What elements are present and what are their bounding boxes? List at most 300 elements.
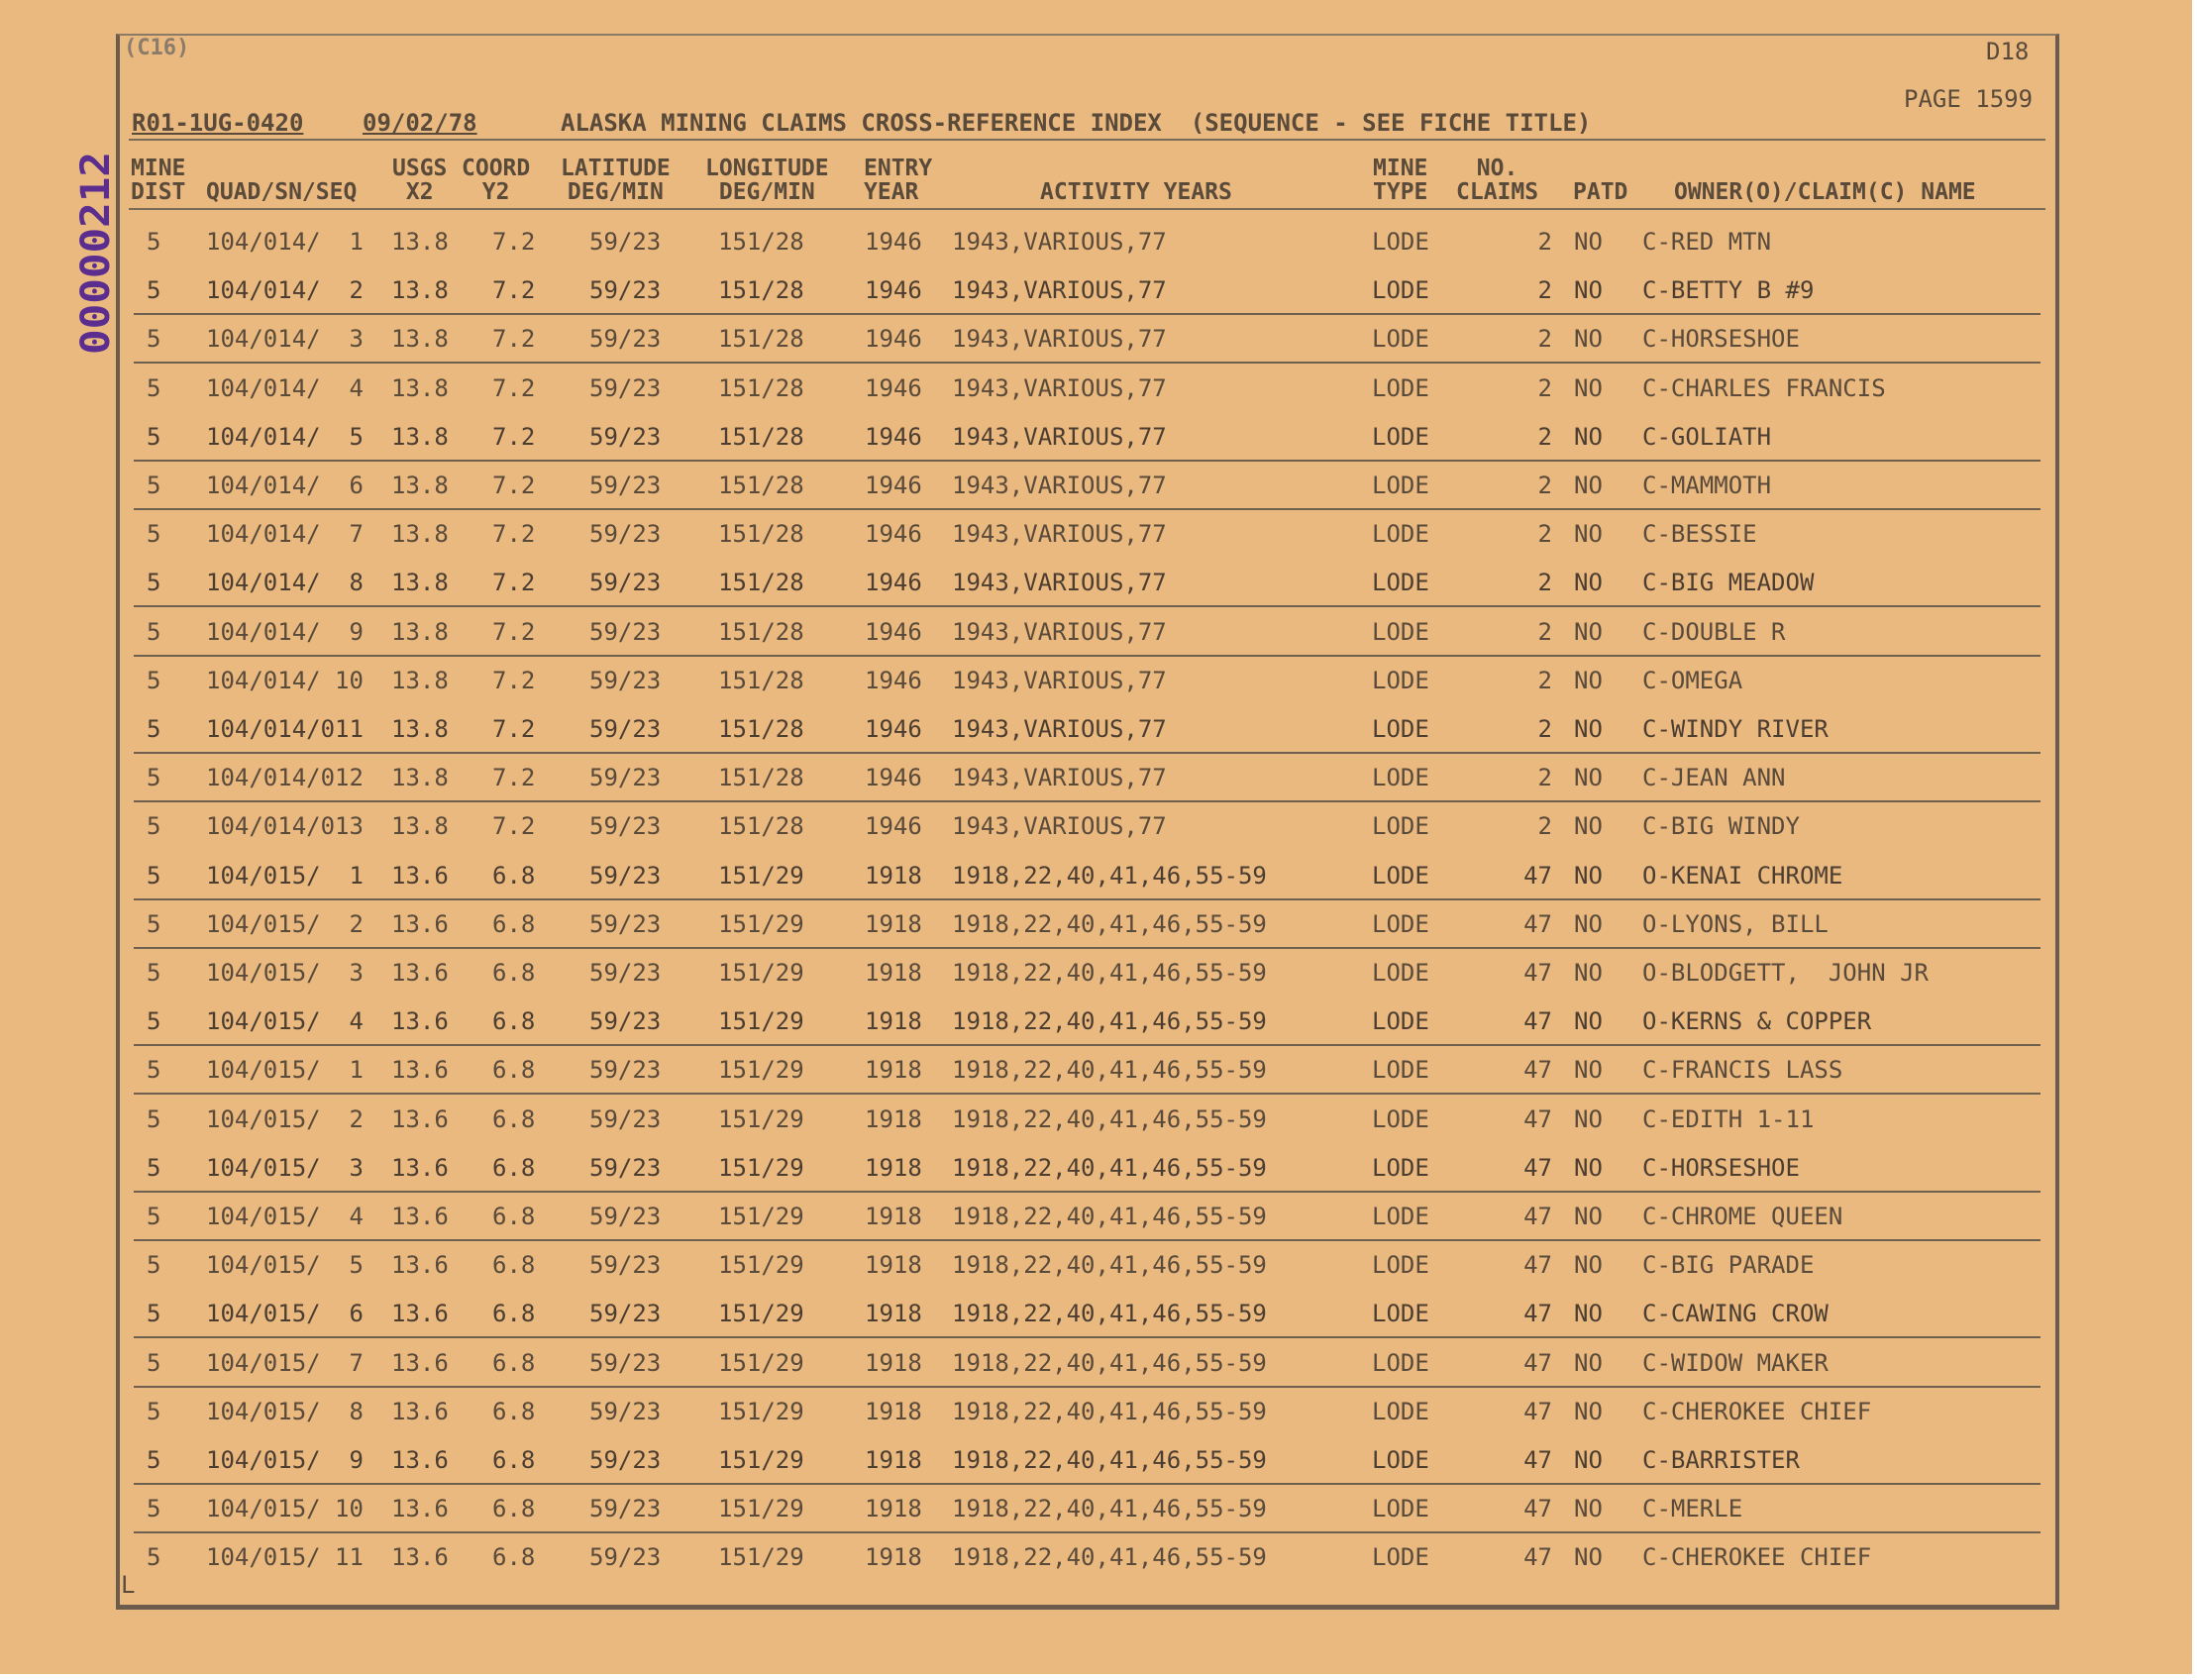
quad-cell: 104/015/ 5 <box>206 1251 364 1279</box>
usgs-x-cell: 13.6 <box>391 1446 449 1474</box>
mine-dist-cell: 5 <box>147 276 161 304</box>
owner-cell: C-RED MTN <box>1642 228 1772 256</box>
latitude-cell: 59/23 <box>589 423 662 451</box>
longitude-cell: 151/29 <box>718 910 804 938</box>
activity-years-cell: 1943,VARIOUS,77 <box>952 276 1167 304</box>
mine-dist-cell: 5 <box>147 1056 161 1084</box>
patd-cell: NO <box>1574 715 1603 743</box>
mine-type-cell: LODE <box>1372 667 1429 694</box>
col-latitude: LATITUDE DEG/MIN <box>561 156 671 205</box>
activity-years-cell: 1918,22,40,41,46,55-59 <box>952 1349 1267 1377</box>
claims-cell: 2 <box>1537 423 1552 451</box>
col-mine-dist: MINE DIST <box>131 156 186 205</box>
owner-cell: C-GOLIATH <box>1642 423 1772 451</box>
coord-y-cell: 6.8 <box>492 1398 536 1425</box>
coord-y-cell: 6.8 <box>492 862 536 890</box>
mine-dist-cell: 5 <box>147 862 161 890</box>
claims-cell: 2 <box>1537 569 1552 596</box>
longitude-cell: 151/28 <box>718 715 804 743</box>
mine-dist-cell: 5 <box>147 520 161 548</box>
mine-type-cell: LODE <box>1372 1543 1429 1571</box>
table-row <box>134 655 2040 703</box>
entry-year-cell: 1918 <box>865 1203 922 1230</box>
coord-y-cell: 6.8 <box>492 1349 536 1377</box>
activity-years-cell: 1918,22,40,41,46,55-59 <box>952 1300 1267 1327</box>
owner-cell: C-BIG WINDY <box>1642 812 1800 840</box>
entry-year-cell: 1918 <box>865 1446 922 1474</box>
owner-cell: O-KERNS & COPPER <box>1642 1007 1872 1035</box>
activity-years-cell: 1943,VARIOUS,77 <box>952 618 1167 646</box>
owner-cell: C-WINDY RIVER <box>1642 715 1829 743</box>
patd-cell: NO <box>1574 520 1603 548</box>
coord-y-cell: 7.2 <box>492 423 536 451</box>
table-row <box>134 800 2040 849</box>
entry-year-cell: 1918 <box>865 910 922 938</box>
quad-cell: 104/015/ 3 <box>206 1154 364 1182</box>
owner-cell: C-HORSESHOE <box>1642 1154 1800 1182</box>
mine-dist-cell: 5 <box>147 1349 161 1377</box>
table-row <box>134 1337 2040 1388</box>
quad-cell: 104/015/ 4 <box>206 1203 364 1230</box>
activity-years-cell: 1918,22,40,41,46,55-59 <box>952 1398 1267 1425</box>
col-no-claims: NO. CLAIMS <box>1456 156 1539 205</box>
table-row <box>134 1239 2040 1288</box>
claims-cell: 47 <box>1523 1398 1552 1425</box>
latitude-cell: 59/23 <box>589 1203 662 1230</box>
quad-cell: 104/014/ 5 <box>206 423 364 451</box>
mine-type-cell: LODE <box>1372 764 1429 791</box>
quad-cell: 104/014/ 2 <box>206 276 364 304</box>
coord-y-cell: 7.2 <box>492 618 536 646</box>
mine-type-cell: LODE <box>1372 1056 1429 1084</box>
usgs-x-cell: 13.8 <box>391 667 449 694</box>
owner-cell: C-WIDOW MAKER <box>1642 1349 1829 1377</box>
patd-cell: NO <box>1574 862 1603 890</box>
activity-years-cell: 1943,VARIOUS,77 <box>952 228 1167 256</box>
usgs-x-cell: 13.8 <box>391 423 449 451</box>
longitude-cell: 151/28 <box>718 569 804 596</box>
claims-cell: 2 <box>1537 618 1552 646</box>
table-row <box>134 1044 2040 1095</box>
entry-year-cell: 1918 <box>865 1056 922 1084</box>
col-coord-y: COORD Y2 <box>462 156 531 205</box>
usgs-x-cell: 13.8 <box>391 520 449 548</box>
coord-y-cell: 6.8 <box>492 1203 536 1230</box>
table-row <box>134 1483 2040 1533</box>
quad-cell: 104/014/ 10 <box>206 667 364 694</box>
claims-cell: 47 <box>1523 1154 1552 1182</box>
entry-year-cell: 1946 <box>865 520 922 548</box>
claims-cell: 47 <box>1523 1446 1552 1474</box>
longitude-cell: 151/28 <box>718 423 804 451</box>
coord-y-cell: 6.8 <box>492 1495 536 1522</box>
usgs-x-cell: 13.8 <box>391 618 449 646</box>
mine-dist-cell: 5 <box>147 1446 161 1474</box>
latitude-cell: 59/23 <box>589 862 662 890</box>
mine-type-cell: LODE <box>1372 1300 1429 1327</box>
mine-type-cell: LODE <box>1372 812 1429 840</box>
patd-cell: NO <box>1574 1056 1603 1084</box>
entry-year-cell: 1946 <box>865 667 922 694</box>
mine-type-cell: LODE <box>1372 1007 1429 1035</box>
activity-years-cell: 1943,VARIOUS,77 <box>952 472 1167 499</box>
longitude-cell: 151/28 <box>718 812 804 840</box>
entry-year-cell: 1918 <box>865 959 922 987</box>
coord-y-cell: 7.2 <box>492 569 536 596</box>
claims-cell: 2 <box>1537 276 1552 304</box>
entry-year-cell: 1946 <box>865 618 922 646</box>
activity-years-cell: 1943,VARIOUS,77 <box>952 667 1167 694</box>
table-row <box>134 1386 2040 1434</box>
mine-dist-cell: 5 <box>147 667 161 694</box>
usgs-x-cell: 13.8 <box>391 276 449 304</box>
title-rule <box>129 139 2045 141</box>
entry-year-cell: 1918 <box>865 1105 922 1133</box>
quad-cell: 104/014/ 7 <box>206 520 364 548</box>
latitude-cell: 59/23 <box>589 228 662 256</box>
patd-cell: NO <box>1574 1446 1603 1474</box>
quad-cell: 104/014/ 4 <box>206 374 364 402</box>
mine-type-cell: LODE <box>1372 862 1429 890</box>
owner-cell: C-OMEGA <box>1642 667 1743 694</box>
coord-y-cell: 6.8 <box>492 1446 536 1474</box>
coord-y-cell: 7.2 <box>492 325 536 353</box>
latitude-cell: 59/23 <box>589 812 662 840</box>
mine-dist-cell: 5 <box>147 228 161 256</box>
quad-cell: 104/014/ 8 <box>206 569 364 596</box>
latitude-cell: 59/23 <box>589 569 662 596</box>
mine-type-cell: LODE <box>1372 1349 1429 1377</box>
longitude-cell: 151/29 <box>718 959 804 987</box>
table-row <box>134 850 2040 900</box>
claims-cell: 2 <box>1537 520 1552 548</box>
mine-type-cell: LODE <box>1372 472 1429 499</box>
longitude-cell: 151/29 <box>718 1056 804 1084</box>
mine-type-cell: LODE <box>1372 374 1429 402</box>
usgs-x-cell: 13.6 <box>391 1543 449 1571</box>
activity-years-cell: 1918,22,40,41,46,55-59 <box>952 1446 1267 1474</box>
latitude-cell: 59/23 <box>589 910 662 938</box>
claims-cell: 47 <box>1523 1056 1552 1084</box>
mine-dist-cell: 5 <box>147 812 161 840</box>
patd-cell: NO <box>1574 276 1603 304</box>
entry-year-cell: 1946 <box>865 423 922 451</box>
owner-cell: C-BIG PARADE <box>1642 1251 1815 1279</box>
mine-dist-cell: 5 <box>147 1398 161 1425</box>
mine-type-cell: LODE <box>1372 228 1429 256</box>
latitude-cell: 59/23 <box>589 325 662 353</box>
entry-year-cell: 1946 <box>865 374 922 402</box>
owner-cell: C-CAWING CROW <box>1642 1300 1829 1327</box>
patd-cell: NO <box>1574 1251 1603 1279</box>
table-row <box>134 606 2040 657</box>
longitude-cell: 151/29 <box>718 1495 804 1522</box>
usgs-x-cell: 13.6 <box>391 1251 449 1279</box>
claims-cell: 47 <box>1523 1007 1552 1035</box>
corner-code: (C16) <box>124 36 190 60</box>
entry-year-cell: 1946 <box>865 812 922 840</box>
claims-cell: 47 <box>1523 1300 1552 1327</box>
quad-cell: 104/015/ 4 <box>206 1007 364 1035</box>
mine-dist-cell: 5 <box>147 715 161 743</box>
patd-cell: NO <box>1574 325 1603 353</box>
quad-cell: 104/015/ 1 <box>206 1056 364 1084</box>
table-row <box>134 460 2040 510</box>
longitude-cell: 151/29 <box>718 1203 804 1230</box>
mine-dist-cell: 5 <box>147 1543 161 1571</box>
longitude-cell: 151/29 <box>718 1446 804 1474</box>
quad-cell: 104/014/ 3 <box>206 325 364 353</box>
entry-year-cell: 1918 <box>865 1154 922 1182</box>
patd-cell: NO <box>1574 423 1603 451</box>
latitude-cell: 59/23 <box>589 618 662 646</box>
patd-cell: NO <box>1574 1203 1603 1230</box>
mine-dist-cell: 5 <box>147 959 161 987</box>
mine-type-cell: LODE <box>1372 1105 1429 1133</box>
patd-cell: NO <box>1574 228 1603 256</box>
quad-cell: 104/014/ 1 <box>206 228 364 256</box>
longitude-cell: 151/28 <box>718 520 804 548</box>
longitude-cell: 151/29 <box>718 1543 804 1571</box>
usgs-x-cell: 13.6 <box>391 1300 449 1327</box>
mine-type-cell: LODE <box>1372 1446 1429 1474</box>
mine-type-cell: LODE <box>1372 1495 1429 1522</box>
patd-cell: NO <box>1574 472 1603 499</box>
quad-cell: 104/015/ 9 <box>206 1446 364 1474</box>
patd-cell: NO <box>1574 1154 1603 1182</box>
latitude-cell: 59/23 <box>589 1105 662 1133</box>
coord-y-cell: 6.8 <box>492 1543 536 1571</box>
mine-dist-cell: 5 <box>147 1203 161 1230</box>
patd-cell: NO <box>1574 1495 1603 1522</box>
longitude-cell: 151/29 <box>718 1251 804 1279</box>
claims-cell: 2 <box>1537 374 1552 402</box>
coord-y-cell: 7.2 <box>492 276 536 304</box>
coord-y-cell: 7.2 <box>492 472 536 499</box>
mine-type-cell: LODE <box>1372 276 1429 304</box>
mine-type-cell: LODE <box>1372 423 1429 451</box>
mine-dist-cell: 5 <box>147 423 161 451</box>
mine-type-cell: LODE <box>1372 1251 1429 1279</box>
table-row <box>134 1094 2040 1142</box>
usgs-x-cell: 13.6 <box>391 862 449 890</box>
quad-cell: 104/014/013 <box>206 812 364 840</box>
table-row <box>134 1434 2040 1485</box>
coord-y-cell: 6.8 <box>492 1251 536 1279</box>
coord-y-cell: 6.8 <box>492 1105 536 1133</box>
mine-dist-cell: 5 <box>147 910 161 938</box>
patd-cell: NO <box>1574 1007 1603 1035</box>
usgs-x-cell: 13.8 <box>391 472 449 499</box>
coord-y-cell: 6.8 <box>492 1056 536 1084</box>
patd-cell: NO <box>1574 569 1603 596</box>
owner-cell: C-MAMMOTH <box>1642 472 1772 499</box>
entry-year-cell: 1918 <box>865 1007 922 1035</box>
stamp-number <box>73 147 119 355</box>
top-right-code: D18 <box>1986 38 2030 65</box>
patd-cell: NO <box>1574 1349 1603 1377</box>
usgs-x-cell: 13.6 <box>391 1203 449 1230</box>
table-row <box>134 1142 2040 1193</box>
longitude-cell: 151/28 <box>718 374 804 402</box>
latitude-cell: 59/23 <box>589 1300 662 1327</box>
coord-y-cell: 7.2 <box>492 520 536 548</box>
activity-years-cell: 1943,VARIOUS,77 <box>952 569 1167 596</box>
mine-type-cell: LODE <box>1372 1398 1429 1425</box>
mine-type-cell: LODE <box>1372 1203 1429 1230</box>
mine-type-cell: LODE <box>1372 1154 1429 1182</box>
mine-type-cell: LODE <box>1372 569 1429 596</box>
longitude-cell: 151/29 <box>718 1154 804 1182</box>
entry-year-cell: 1946 <box>865 228 922 256</box>
mine-dist-cell: 5 <box>147 618 161 646</box>
latitude-cell: 59/23 <box>589 715 662 743</box>
claims-cell: 2 <box>1537 325 1552 353</box>
usgs-x-cell: 13.6 <box>391 1007 449 1035</box>
latitude-cell: 59/23 <box>589 1154 662 1182</box>
table-row <box>134 947 2040 996</box>
entry-year-cell: 1946 <box>865 276 922 304</box>
entry-year-cell: 1946 <box>865 715 922 743</box>
owner-cell: C-FRANCIS LASS <box>1642 1056 1843 1084</box>
owner-cell: O-BLODGETT, JOHN JR <box>1642 959 1929 987</box>
coord-y-cell: 6.8 <box>492 910 536 938</box>
usgs-x-cell: 13.6 <box>391 1154 449 1182</box>
activity-years-cell: 1943,VARIOUS,77 <box>952 325 1167 353</box>
table-row <box>134 1531 2040 1580</box>
quad-cell: 104/014/ 6 <box>206 472 364 499</box>
coord-y-cell: 6.8 <box>492 1154 536 1182</box>
coord-y-cell: 7.2 <box>492 812 536 840</box>
quad-cell: 104/015/ 2 <box>206 1105 364 1133</box>
activity-years-cell: 1943,VARIOUS,77 <box>952 423 1167 451</box>
table-row <box>134 1288 2040 1338</box>
coord-y-cell: 7.2 <box>492 667 536 694</box>
usgs-x-cell: 13.8 <box>391 715 449 743</box>
table-row <box>134 557 2040 607</box>
table-row <box>134 508 2040 557</box>
mine-dist-cell: 5 <box>147 764 161 791</box>
col-activity-years: ACTIVITY YEARS <box>1040 179 1232 205</box>
quad-cell: 104/014/011 <box>206 715 364 743</box>
table-row <box>134 313 2040 364</box>
longitude-cell: 151/28 <box>718 276 804 304</box>
claims-cell: 47 <box>1523 1495 1552 1522</box>
mine-dist-cell: 5 <box>147 1251 161 1279</box>
mine-dist-cell: 5 <box>147 1495 161 1522</box>
usgs-x-cell: 13.8 <box>391 228 449 256</box>
patd-cell: NO <box>1574 1543 1603 1571</box>
col-longitude: LONGITUDE DEG/MIN <box>705 156 829 205</box>
col-entry-year: ENTRY YEAR <box>864 156 933 205</box>
entry-year-cell: 1918 <box>865 1543 922 1571</box>
activity-years-cell: 1943,VARIOUS,77 <box>952 520 1167 548</box>
owner-cell: C-CHARLES FRANCIS <box>1642 374 1886 402</box>
latitude-cell: 59/23 <box>589 1495 662 1522</box>
longitude-cell: 151/28 <box>718 228 804 256</box>
claims-cell: 47 <box>1523 1251 1552 1279</box>
corner-mark: L <box>121 1571 136 1599</box>
mine-type-cell: LODE <box>1372 325 1429 353</box>
claims-cell: 47 <box>1523 862 1552 890</box>
quad-cell: 104/015/ 10 <box>206 1495 364 1522</box>
owner-cell: O-LYONS, BILL <box>1642 910 1829 938</box>
activity-years-cell: 1918,22,40,41,46,55-59 <box>952 1105 1267 1133</box>
patd-cell: NO <box>1574 374 1603 402</box>
table-row <box>134 1191 2040 1241</box>
entry-year-cell: 1918 <box>865 1495 922 1522</box>
table-row <box>134 898 2040 949</box>
quad-cell: 104/015/ 7 <box>206 1349 364 1377</box>
claims-cell: 2 <box>1537 667 1552 694</box>
claims-cell: 2 <box>1537 715 1552 743</box>
usgs-x-cell: 13.6 <box>391 1056 449 1084</box>
table-row <box>134 703 2040 754</box>
mine-type-cell: LODE <box>1372 910 1429 938</box>
quad-cell: 104/015/ 6 <box>206 1300 364 1327</box>
owner-cell: C-CHEROKEE CHIEF <box>1642 1398 1872 1425</box>
usgs-x-cell: 13.8 <box>391 764 449 791</box>
table-row <box>134 264 2040 315</box>
activity-years-cell: 1943,VARIOUS,77 <box>952 715 1167 743</box>
table-row <box>134 411 2040 462</box>
usgs-x-cell: 13.8 <box>391 374 449 402</box>
owner-cell: C-JEAN ANN <box>1642 764 1786 791</box>
activity-years-cell: 1918,22,40,41,46,55-59 <box>952 1203 1267 1230</box>
entry-year-cell: 1946 <box>865 325 922 353</box>
patd-cell: NO <box>1574 959 1603 987</box>
owner-cell: C-CHROME QUEEN <box>1642 1203 1843 1230</box>
coord-y-cell: 7.2 <box>492 764 536 791</box>
owner-cell: C-BARRISTER <box>1642 1446 1800 1474</box>
claims-cell: 2 <box>1537 472 1552 499</box>
claims-cell: 2 <box>1537 764 1552 791</box>
latitude-cell: 59/23 <box>589 1543 662 1571</box>
col-owner: OWNER(O)/CLAIM(C) NAME <box>1674 179 1976 205</box>
coord-y-cell: 6.8 <box>492 1300 536 1327</box>
activity-years-cell: 1918,22,40,41,46,55-59 <box>952 1495 1267 1522</box>
mine-type-cell: LODE <box>1372 959 1429 987</box>
usgs-x-cell: 13.6 <box>391 1349 449 1377</box>
longitude-cell: 151/28 <box>718 325 804 353</box>
entry-year-cell: 1946 <box>865 569 922 596</box>
patd-cell: NO <box>1574 1105 1603 1133</box>
col-patd: PATD <box>1573 179 1628 205</box>
mine-type-cell: LODE <box>1372 618 1429 646</box>
header-rule <box>129 208 2045 210</box>
entry-year-cell: 1918 <box>865 1300 922 1327</box>
col-quad: QUAD/SN/SEQ <box>206 179 358 205</box>
longitude-cell: 151/29 <box>718 1398 804 1425</box>
claims-cell: 47 <box>1523 1203 1552 1230</box>
coord-y-cell: 7.2 <box>492 228 536 256</box>
usgs-x-cell: 13.8 <box>391 569 449 596</box>
claims-cell: 47 <box>1523 910 1552 938</box>
owner-cell: C-EDITH 1-11 <box>1642 1105 1815 1133</box>
quad-cell: 104/015/ 8 <box>206 1398 364 1425</box>
mine-type-cell: LODE <box>1372 715 1429 743</box>
table-row <box>134 752 2040 802</box>
col-mine-type: MINE TYPE <box>1373 156 1428 205</box>
claims-cell: 47 <box>1523 1105 1552 1133</box>
activity-years-cell: 1918,22,40,41,46,55-59 <box>952 1056 1267 1084</box>
mine-dist-cell: 5 <box>147 1300 161 1327</box>
longitude-cell: 151/29 <box>718 862 804 890</box>
mine-dist-cell: 5 <box>147 374 161 402</box>
patd-cell: NO <box>1574 1300 1603 1327</box>
latitude-cell: 59/23 <box>589 1251 662 1279</box>
entry-year-cell: 1918 <box>865 862 922 890</box>
